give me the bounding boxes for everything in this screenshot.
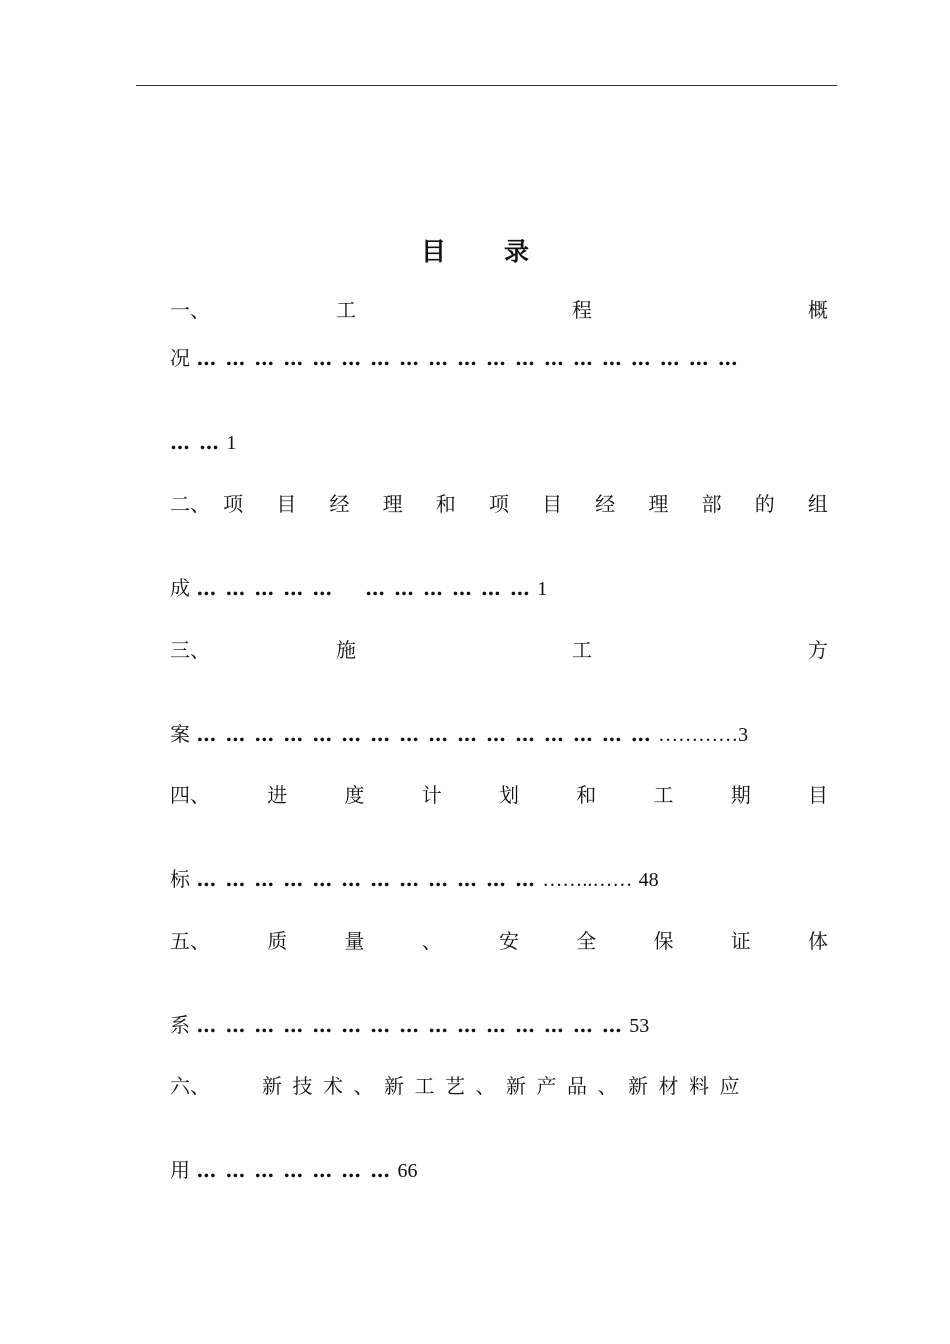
toc-entry-4-char: 工 [653,783,674,807]
toc-entry-2-number: 二、 [170,492,210,516]
toc-entry-1-char: 程 [572,298,592,322]
toc-entry-3-char: 工 [572,638,592,662]
toc-entry-5-char: 安 [499,929,519,953]
toc-entry-1-page-line [170,430,236,455]
toc-entry-5-char: 保 [653,929,674,953]
title-char-2: 录 [504,237,530,266]
toc-entry-4-page: 48 [638,869,659,891]
toc-entry-4-leader-line [170,867,659,892]
toc-entry-5-leader: … … … … … … … … … … … … … … … [196,1013,623,1037]
toc-entry-4-number: 四、 [170,783,210,807]
toc-entry-4-char: 划 [499,783,519,807]
toc-entry-1-number: 一、 [170,298,210,322]
toc-entry-6-page: 66 [397,1160,418,1182]
toc-entry-4-leader: … … … … … … … … … … … … [196,867,536,891]
toc-entry-3-heading [170,638,828,662]
toc-entry-1-heading [170,298,828,322]
toc-entry-2-char: 部 [701,492,722,516]
toc-entry-5-char: 质 [267,929,288,953]
toc-entry-1-char: 工 [336,298,356,322]
toc-entry-1-char: 概 [808,298,828,322]
toc-entry-3-tail: 案 [170,722,190,746]
page-title [0,232,950,268]
toc-entry-4-char: 期 [730,783,751,807]
toc-entry-2-char: 组 [807,492,828,516]
toc-entry-5-char: 全 [576,929,597,953]
toc-entry-4-char: 度 [344,783,365,807]
toc-entry-5-number: 五、 [170,929,210,953]
toc-entry-6-heading [170,1074,750,1098]
toc-entry-2-char: 的 [754,492,775,516]
toc-entry-3-char: 方 [808,638,828,662]
toc-entry-3-leader-tail: ………… [658,724,739,746]
toc-entry-3-leader: … … … … … … … … … … … … … … … … [196,722,652,746]
toc-entry-2-heading [170,492,828,516]
toc-entry-1-tail: 况 [170,346,190,370]
toc-entry-2-tail: 成 [170,576,190,600]
toc-entry-3-leader-line [170,722,748,747]
toc-entry-5-tail: 系 [170,1013,190,1037]
toc-entry-3-char: 施 [336,638,356,662]
toc-entry-5-leader-line [170,1013,649,1038]
toc-entry-1-leader-line [170,346,739,370]
toc-entry-5-char: 体 [808,929,828,953]
toc-entry-5-char: 、 [421,929,442,953]
toc-entry-4-tail: 标 [170,867,190,891]
toc-entry-6-title: 新技术、新工艺、新产品、新材料应 [262,1074,750,1098]
toc-entry-4-leader-tail: ……..…… [542,869,633,891]
toc-entry-2-char: 项 [488,492,509,516]
toc-entry-6-leader: … … … … … … … [196,1158,392,1182]
toc-entry-5-char: 量 [344,929,365,953]
toc-entry-2-char: 目 [542,492,563,516]
header-rule [136,85,837,86]
toc-entry-5-char: 证 [730,929,751,953]
toc-entry-1-leader: … … … … … … … … … … … … … … … … … … … [196,346,739,370]
toc-entry-2-char: 经 [595,492,616,516]
toc-entry-6-number: 六、 [170,1074,210,1098]
toc-entry-4-char: 和 [576,783,597,807]
title-char-1: 目 [420,237,446,266]
toc-entry-3-number: 三、 [170,638,210,662]
toc-entry-1-page: 1 [226,432,237,454]
toc-entry-2-page: 1 [537,578,548,600]
toc-entry-5-page: 53 [629,1015,650,1037]
toc-entry-3-page: 3 [738,724,749,746]
toc-entry-2-char: 理 [382,492,403,516]
toc-entry-2-char: 经 [329,492,350,516]
toc-entry-6-tail: 用 [170,1158,190,1182]
toc-entry-2-leader: … … … … … … … … … … … [196,576,531,600]
toc-entry-4-heading [170,783,828,807]
toc-entry-2-char: 目 [276,492,297,516]
toc-entry-4-char: 计 [421,783,442,807]
toc-entry-1-leader-2: … … [170,430,220,454]
toc-entry-2-char: 理 [648,492,669,516]
toc-entry-2-char: 项 [223,492,244,516]
toc-entry-4-char: 目 [808,783,828,807]
toc-entry-2-leader-line [170,576,547,601]
toc-entry-4-char: 进 [267,783,288,807]
toc-entry-5-heading [170,929,828,953]
toc-entry-6-leader-line [170,1158,418,1183]
toc-entry-2-char: 和 [435,492,456,516]
